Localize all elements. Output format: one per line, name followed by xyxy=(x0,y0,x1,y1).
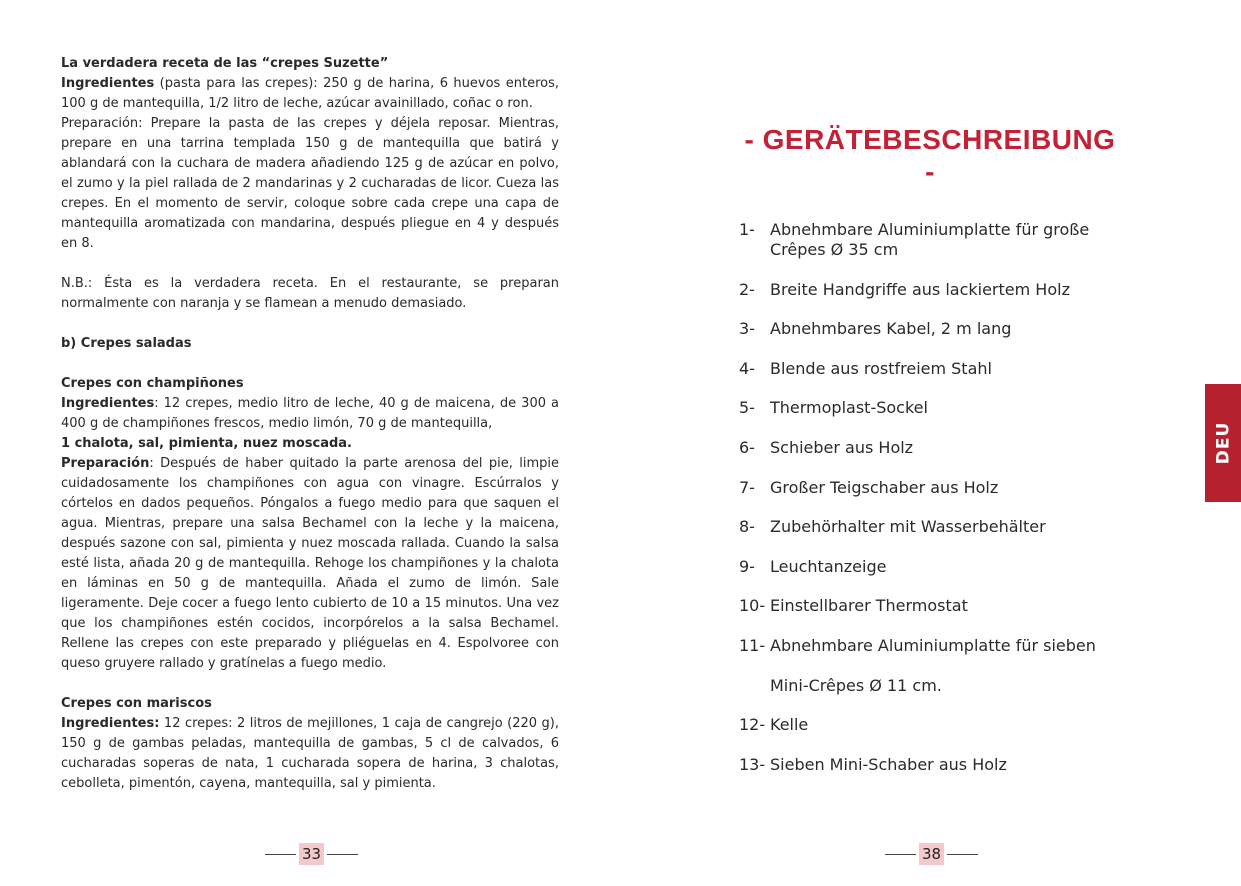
item-number xyxy=(739,676,770,696)
suzette-title: La verdadera receta de las “crepes Suzette” xyxy=(61,56,389,71)
item-text: Abnehmbares Kabel, 2 m lang xyxy=(770,319,1012,339)
item-text: Blende aus rostfreiem Stahl xyxy=(770,358,992,378)
item-text: Breite Handgriffe aus lackiertem Holz xyxy=(770,279,1070,299)
item-number: 1- xyxy=(739,220,755,239)
item-number: 2- xyxy=(739,279,755,299)
list-item xyxy=(739,517,1139,537)
item-text: Großer Teigschaber aus Holz xyxy=(770,477,999,497)
item-number: 10- xyxy=(739,596,766,616)
page-number: 38 xyxy=(919,843,944,865)
list-item xyxy=(739,676,1139,696)
language-tab-label: DEU xyxy=(1213,421,1233,465)
mariscos-ingredients xyxy=(61,714,559,794)
saladas-heading: b) Crepes saladas xyxy=(61,336,192,351)
page-number-left xyxy=(265,842,358,866)
item-number: 6- xyxy=(739,437,755,457)
divider xyxy=(265,854,296,855)
item-text: Leuchtanzeige xyxy=(770,556,887,576)
item-number: 11- xyxy=(739,635,766,655)
list-item xyxy=(739,715,1139,735)
item-number: 7- xyxy=(739,477,755,497)
list-item xyxy=(739,220,1139,260)
item-number: 5- xyxy=(739,398,755,418)
page-number-right xyxy=(885,842,978,866)
page-number: 33 xyxy=(299,843,324,865)
item-number: 13- xyxy=(739,754,766,774)
left-page xyxy=(61,54,559,794)
item-text: Thermoplast-Sockel xyxy=(770,398,928,418)
item-number: 9- xyxy=(739,556,755,576)
ingredients-label: Ingredientes xyxy=(61,396,155,411)
list-item xyxy=(739,557,1139,577)
suzette-preparation: Preparación: Prepare la pasta de las crepes y déjela reposar. Mientras, prepare en una tarrina templada 150 g de mantequilla que batirá y ablandará con la cuchara de madera añadiendo 125 g de azúcar en polvo, el zumo y la piel rallada de 2 mandarinas y 2 cucharadas de licor. Cueza las crepes. En el momento de servir, coloque sobre cada crepe una capa de mantequilla aromatizada con mandarina, después pliegue en 4 y después en 8. xyxy=(61,116,559,251)
ingredients-text: 12 crepes: 2 litros de mejillones, 1 caja de cangrejo (220 g), 150 g de gambas peladas, mantequilla de gambas, 5 cl de calvados, 6 cucharadas soperas de nata, 1 cucharada sopera de harina, 3 chalotas, cebolleta, pimentón, cayena, mantequilla, sal y pimienta. xyxy=(61,716,559,791)
champinones-ingredients xyxy=(61,394,559,434)
ingredients-label: Ingredientes xyxy=(61,76,155,91)
mariscos-title: Crepes con mariscos xyxy=(61,696,212,711)
divider xyxy=(327,854,358,855)
list-item xyxy=(739,319,1139,339)
list-item xyxy=(739,755,1139,775)
champinones-title: Crepes con champiñones xyxy=(61,376,244,391)
champinones-ingredients-bold: 1 chalota, sal, pimienta, nuez moscada. xyxy=(61,436,352,451)
list-item xyxy=(739,596,1139,616)
ingredients-label: Ingredientes: xyxy=(61,716,160,731)
ingredients-text: (pasta para las crepes): 250 g de harina, 6 huevos enteros, 100 g de mantequilla, 1/2 litro de leche, azúcar avainillado, coñac o ron. xyxy=(61,76,559,111)
item-number: 12- xyxy=(739,715,766,735)
preparation-label: Preparación xyxy=(61,456,150,471)
item-text: Einstellbarer Thermostat xyxy=(770,596,968,616)
list-item xyxy=(739,636,1139,656)
champinones-preparation xyxy=(61,454,559,674)
list-item xyxy=(739,280,1139,300)
item-text: Mini-Crêpes Ø 11 cm. xyxy=(770,675,942,695)
item-text: Sieben Mini-Schaber aus Holz xyxy=(770,754,1007,774)
item-text: Abnehmbare Aluminiumplatte für große Crêpes Ø 35 cm xyxy=(770,220,1090,259)
parts-list xyxy=(739,220,1139,794)
list-item xyxy=(739,359,1139,379)
item-number: 4- xyxy=(739,358,755,378)
divider xyxy=(885,854,916,855)
item-text: Kelle xyxy=(770,715,809,735)
section-title: - GERÄTEBESCHREIBUNG - xyxy=(744,124,1116,187)
item-text: Zubehörhalter mit Wasserbehälter xyxy=(770,517,1046,537)
suzette-ingredients xyxy=(61,74,559,114)
ingredients-text: : 12 crepes, medio litro de leche, 40 g de maicena, de 300 a 400 g de champiñones frescos, medio limón, 70 g de mantequilla, xyxy=(61,396,559,431)
preparation-text: : Después de haber quitado la parte arenosa del pie, limpie cuidadosamente los champiñones con agua con vinagre. Escúrralos y córtelos en dados pequeños. Póngalos a fuego medio para que saquen el agua. Mientras, prepare una salsa Bechamel con la leche y la maicena, después sazone con sal, pimienta y nuez moscada rallada. Cuando la salsa esté lista, añada 20 g de mantequilla. Rehoge los champiñones y la chalota en láminas en 50 g de mantequilla. Añada el zumo de limón. Sale ligeramente. Deje cocer a fuego lento cubierto de 10 a 15 minutos. Una vez que los champiñones estén cocidos, incorpórelos a la salsa Bechamel. Rellene las crepes con este preparado y pliéguelas en 4. Espolvoree con queso gruyere rallado y gratínelas a fuego medio. xyxy=(61,456,559,671)
item-text: Abnehmbare Aluminiumplatte für sieben xyxy=(770,635,1096,655)
suzette-note: N.B.: Ésta es la verdadera receta. En el restaurante, se preparan normalmente con naranja y se flamean a menudo demasiado. xyxy=(61,276,559,311)
language-tab xyxy=(1205,384,1241,502)
item-number: 3- xyxy=(739,319,755,339)
list-item xyxy=(739,438,1139,458)
list-item xyxy=(739,478,1139,498)
item-text: Schieber aus Holz xyxy=(770,437,914,457)
divider xyxy=(947,854,978,855)
list-item xyxy=(739,398,1139,418)
item-number: 8- xyxy=(739,517,755,537)
